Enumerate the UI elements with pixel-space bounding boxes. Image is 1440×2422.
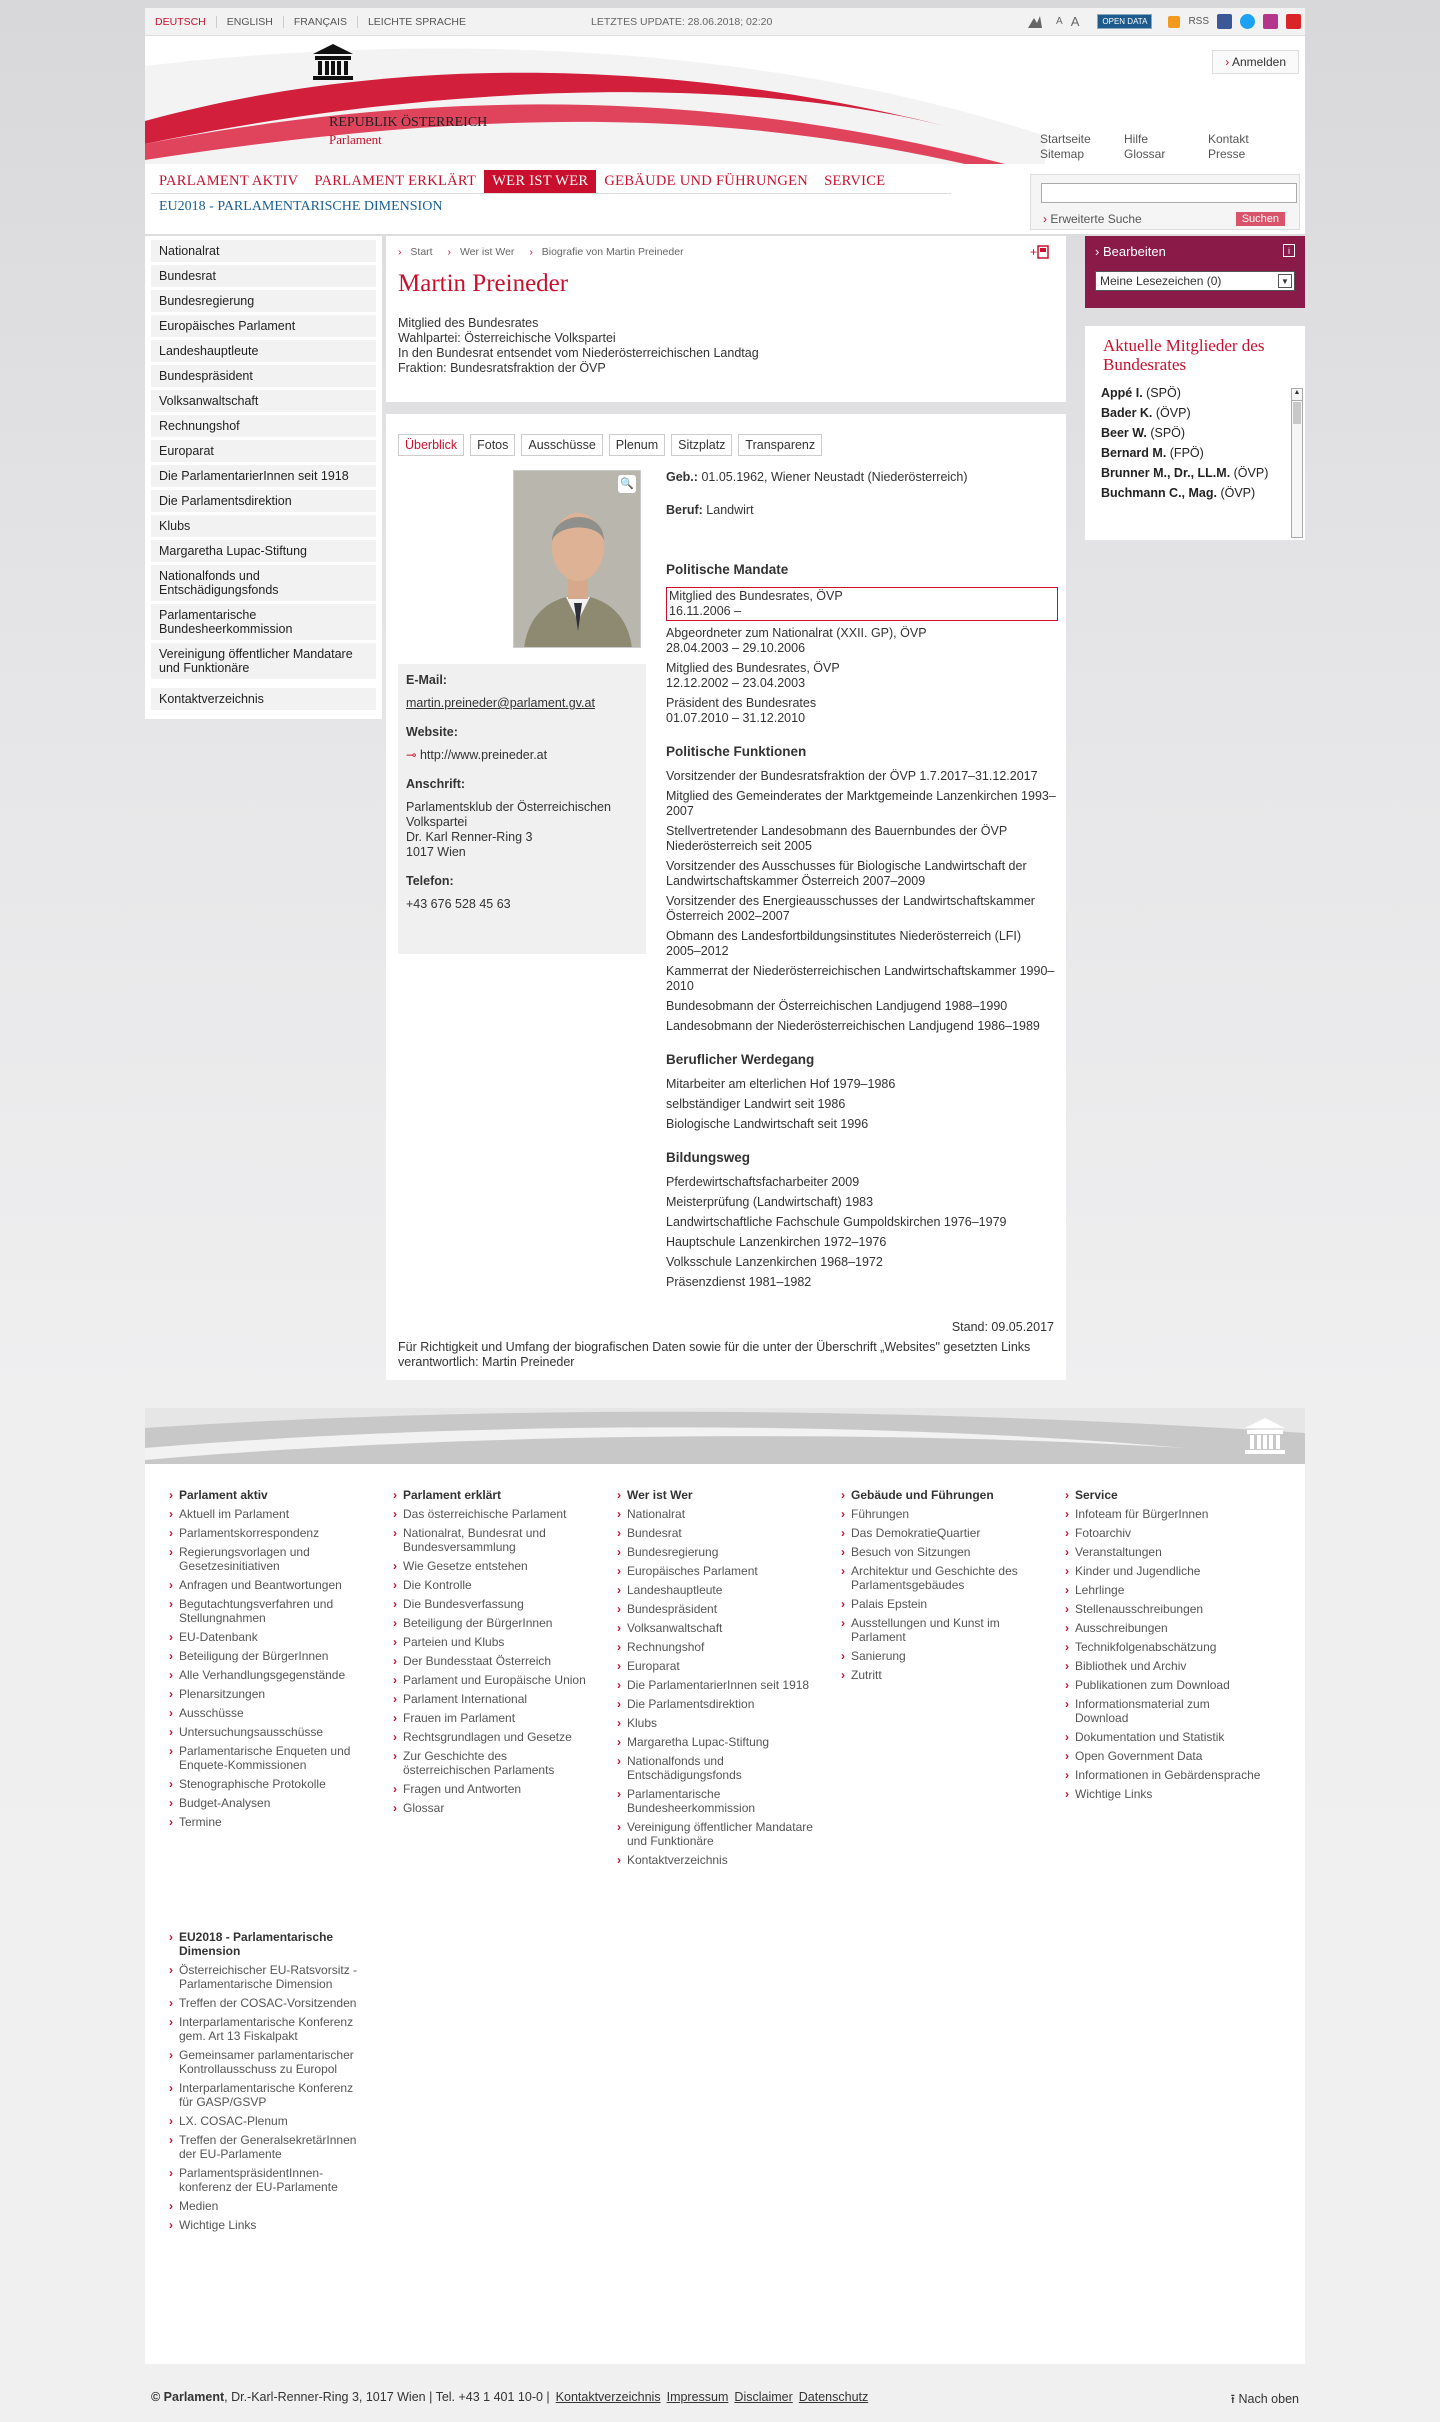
footer-col-wer-ist-wer	[615, 1488, 815, 1872]
footer-link[interactable]: › Klubs	[615, 1716, 815, 1730]
function-item: Landesobmann der Niederösterreichischen Landjugend 1986–1989	[666, 1019, 1040, 1033]
footer-link[interactable]: › Lehrlinge	[1063, 1583, 1263, 1597]
function-item: Vorsitzender des Energieausschusses der Landwirtschaftskammer Österreich 2002–2007	[666, 894, 1035, 923]
footer-link[interactable]: › Nationalfonds und Entschädigungsfonds	[615, 1754, 815, 1782]
sidebar-item[interactable]: Bundespräsident	[151, 365, 376, 387]
portrait-illustration	[514, 471, 641, 648]
footer-link[interactable]: › Ausschüsse	[167, 1706, 367, 1720]
function-item: Stellvertretender Landesobmann des Bauernbundes der ÖVP Niederösterreich seit 2005	[666, 824, 1007, 853]
fact-line: Fraktion: Bundesratsfraktion der ÖVP	[398, 361, 606, 375]
email-label: E-Mail:	[406, 673, 447, 687]
sidebar-item[interactable]: Bundesregierung	[151, 290, 376, 312]
footer-link[interactable]: › Ausschreibungen	[1063, 1621, 1263, 1635]
bio-detail	[386, 414, 1066, 1380]
edit-header	[1095, 244, 1295, 259]
footer-address	[151, 2390, 550, 2406]
footer-link[interactable]: › Das DemokratieQuartier	[839, 1526, 1039, 1540]
mandate-item	[666, 661, 1058, 691]
footer-link[interactable]: › Palais Epstein	[839, 1597, 1039, 1611]
footer-link[interactable]: › Bundesrat	[615, 1526, 815, 1540]
contact-box	[398, 664, 646, 954]
member-name: Buchmann C., Mag.	[1101, 486, 1217, 500]
rss-icon[interactable]	[1168, 16, 1180, 28]
education-item: Präsenzdienst 1981–1982	[666, 1275, 812, 1289]
footer-link[interactable]: › Führungen	[839, 1507, 1039, 1521]
footer-link[interactable]: › Untersuchungsausschüsse	[167, 1725, 367, 1739]
function-item: Bundesobmann der Österreichischen Landjugend 1988–1990	[666, 999, 1008, 1013]
breadcrumb-label: Biografie von Martin Preineder	[541, 246, 684, 258]
mandate-period: 12.12.2002 – 23.04.2003	[666, 676, 806, 690]
footer-link[interactable]: › Dokumentation und Statistik	[1063, 1730, 1263, 1744]
footer-link[interactable]: › Begutachtungsverfahren und Stellungnahmen	[167, 1597, 367, 1625]
header	[145, 36, 1305, 164]
section-heading: Politische Funktionen	[666, 744, 807, 759]
function-item: Vorsitzender der Bundesratsfraktion der ÖVP 1.7.2017–31.12.2017	[666, 769, 1038, 783]
quick-link-hilfe[interactable]: Hilfe	[1124, 132, 1149, 146]
email-link[interactable]: martin.preineder@parlament.gv.at	[406, 696, 595, 710]
parliament-building-icon	[1237, 1416, 1293, 1456]
career-item: selbständiger Landwirt seit 1986	[666, 1097, 846, 1111]
footer-link[interactable]: › Glossar	[391, 1801, 591, 1815]
portrait-photo[interactable]	[513, 470, 641, 648]
footer-link[interactable]: › Stenographische Protokolle	[167, 1777, 367, 1791]
members-scrollbar[interactable]	[1291, 388, 1303, 538]
nav-divider	[151, 193, 951, 194]
footer-link[interactable]: › Frauen im Parlament	[391, 1711, 591, 1725]
tab-bar	[398, 434, 1054, 456]
font-large-button[interactable]: A	[1070, 14, 1080, 29]
footer-link[interactable]: › Die Parlamentsdirektion	[615, 1697, 815, 1711]
footer-link[interactable]: › Medien	[167, 2199, 367, 2213]
footer-link[interactable]: › Bibliothek und Archiv	[1063, 1659, 1263, 1673]
breadcrumb	[398, 246, 1054, 258]
address	[406, 800, 638, 860]
tab-transparenz[interactable]: Transparenz	[738, 434, 822, 456]
website-link[interactable]	[406, 748, 638, 763]
mandate-title: Präsident des Bundesrates	[666, 696, 817, 710]
mandate-period: 01.07.2010 – 31.12.2010	[666, 711, 806, 725]
footer-link[interactable]: › Wie Gesetze entstehen	[391, 1559, 591, 1573]
footer-link[interactable]: › Nationalrat	[615, 1507, 815, 1521]
website-label: Website:	[406, 725, 458, 739]
footer-link[interactable]: › Bundespräsident	[615, 1602, 815, 1616]
footer-link[interactable]: › Österreichischer EU-Ratsvorsitz - Parlamentarische Dimension	[167, 1963, 367, 1991]
footer-links	[145, 1464, 1305, 2364]
footer-link[interactable]: › Beteiligung der BürgerInnen	[167, 1649, 367, 1663]
address-text: , Dr.-Karl-Renner-Ring 3, 1017 Wien | Tel. +43 1 401 10-0 |	[224, 2390, 550, 2404]
member-item[interactable]	[1101, 386, 1297, 401]
tab-fotos[interactable]: Fotos	[470, 434, 515, 456]
member-name: Bader K.	[1101, 406, 1153, 420]
birth-info	[666, 470, 1058, 485]
address-line: Dr. Karl Renner-Ring 3	[406, 830, 533, 844]
footer-link[interactable]: › Parlament International	[391, 1692, 591, 1706]
logo-subtitle: Parlament	[329, 132, 382, 147]
sidebar-item[interactable]: Die ParlamentarierInnen seit 1918	[151, 465, 376, 487]
bookmarks-select[interactable]	[1095, 271, 1295, 291]
footer-link[interactable]: › Parlamentarische Bundesheerkommission	[615, 1787, 815, 1815]
footer-link[interactable]: › Treffen der GeneralsekretärInnen der EU-Parlamente	[167, 2133, 367, 2161]
footer-link[interactable]: › Landeshauptleute	[615, 1583, 815, 1597]
breadcrumb-item	[529, 246, 689, 258]
chevron-down-icon: ▼	[1278, 274, 1292, 288]
footer-link[interactable]: › Interparlamentarische Konferenz für GASP/GSVP	[167, 2081, 367, 2109]
left-sidebar	[145, 236, 382, 719]
quick-link-sitemap[interactable]: Sitemap	[1040, 147, 1085, 161]
member-name: Beer W.	[1101, 426, 1147, 440]
website-url: http://www.preineder.at	[419, 748, 548, 762]
footer-link[interactable]: › Fragen und Antworten	[391, 1782, 591, 1796]
quick-link-startseite[interactable]: Startseite	[1040, 132, 1091, 146]
nav-parlament-aktiv[interactable]: PARLAMENT AKTIV	[159, 173, 299, 189]
login-label: Anmelden	[1231, 55, 1286, 69]
sidebar-item[interactable]: Nationalfonds und Entschädigungsfonds	[151, 565, 376, 601]
sidebar-item[interactable]: Rechnungshof	[151, 415, 376, 437]
footer-col-parlament-aktiv	[167, 1488, 367, 1834]
rss-label[interactable]: RSS	[1188, 16, 1209, 27]
footer-link[interactable]: › Informationen in Gebärdensprache	[1063, 1768, 1263, 1782]
footer-link-kontaktverzeichnis[interactable]: Kontaktverzeichnis	[555, 2390, 661, 2404]
mandate-period: 16.11.2006 –	[669, 604, 742, 618]
footer-link[interactable]: › Vereinigung öffentlicher Mandatare und Funktionäre	[615, 1820, 815, 1848]
sidebar-item[interactable]: Klubs	[151, 515, 376, 537]
disclaimer-text: Für Richtigkeit und Umfang der biografischen Daten sowie für die unter der Überschrift „Websites" gesetzten Links verantwortlich: Martin Preineder	[398, 1340, 1031, 1369]
nav-service[interactable]: SERVICE	[824, 173, 886, 189]
chevron-right-icon: ›	[398, 246, 405, 258]
edit-label: Bearbeiten	[1102, 244, 1166, 259]
fact-line: Mitglied des Bundesrates	[398, 316, 539, 330]
footer-link[interactable]: › Europäisches Parlament	[615, 1564, 815, 1578]
function-item: Obmann des Landesfortbildungsinstitutes Niederösterreich (LFI) 2005–2012	[666, 929, 1022, 958]
footer-link[interactable]: › Kinder und Jugendliche	[1063, 1564, 1263, 1578]
nav-gebaeude[interactable]: GEBÄUDE UND FÜHRUNGEN	[604, 173, 809, 189]
mandate-title: Mitglied des Bundesrates, ÖVP	[666, 661, 840, 675]
job-label: Beruf:	[666, 503, 703, 517]
breadcrumb-item[interactable]	[448, 246, 521, 258]
page-title: Martin Preineder	[398, 270, 569, 297]
member-party: (SPÖ)	[1142, 386, 1181, 400]
lang-easy[interactable]: LEICHTE SPRACHE	[367, 15, 466, 28]
footer-link[interactable]: › Rechnungshof	[615, 1640, 815, 1654]
footer-link[interactable]: › Parlamentskorrespondenz	[167, 1526, 367, 1540]
facebook-icon[interactable]	[1217, 14, 1232, 29]
footer-col-service	[1063, 1488, 1263, 1806]
footer-link[interactable]: › Open Government Data	[1063, 1749, 1263, 1763]
footer-link[interactable]: › Sanierung	[839, 1649, 1039, 1663]
education-item: Hauptschule Lanzenkirchen 1972–1976	[666, 1235, 887, 1249]
mandate-item	[666, 587, 1058, 621]
chevron-right-icon: ›	[529, 246, 536, 258]
open-data-link[interactable]: OPEN DATA	[1097, 14, 1152, 29]
quick-link-presse[interactable]: Presse	[1208, 147, 1246, 161]
footer-link[interactable]: › Budget-Analysen	[167, 1796, 367, 1810]
footer-col-eu2018	[167, 1930, 367, 2237]
member-item[interactable]	[1101, 426, 1297, 441]
back-to-top-button[interactable]	[1231, 2390, 1299, 2406]
sidebar-item[interactable]: Europarat	[151, 440, 376, 462]
function-item: Mitglied des Gemeinderates der Marktgemeinde Lanzenkirchen 1993–2007	[666, 789, 1056, 818]
education-item: Landwirtschaftliche Fachschule Gumpoldskirchen 1976–1979	[666, 1215, 1007, 1229]
footer-link[interactable]: › Informationsmaterial zum Download	[1063, 1697, 1263, 1725]
phone-number: +43 676 528 45 63	[406, 897, 511, 911]
education-item: Volksschule Lanzenkirchen 1968–1972	[666, 1255, 883, 1269]
mandate-period: 28.04.2003 – 29.10.2006	[666, 641, 806, 655]
member-name: Appé I.	[1101, 386, 1143, 400]
footer-link[interactable]: › Anfragen und Beantwortungen	[167, 1578, 367, 1592]
nav-eu2018[interactable]: EU2018 - PARLAMENTARISCHE DIMENSION	[159, 199, 443, 214]
mandate-item	[666, 696, 1058, 726]
quick-link-glossar[interactable]: Glossar	[1124, 147, 1166, 161]
footer-swoosh	[145, 1408, 1305, 1464]
member-party: (ÖVP)	[1152, 406, 1191, 420]
footer-link[interactable]: › Kontaktverzeichnis	[615, 1853, 815, 1867]
breadcrumb-item[interactable]	[398, 246, 439, 258]
footer-link[interactable]: › Treffen der COSAC-Vorsitzenden	[167, 1996, 367, 2010]
footer-link-impressum[interactable]: Impressum	[666, 2390, 729, 2404]
footer-link[interactable]: › Regierungsvorlagen und Gesetzesinitiativen	[167, 1545, 367, 1573]
search-button[interactable]: Suchen	[1236, 212, 1285, 226]
footer-link[interactable]: › Alle Verhandlungsgegenstände	[167, 1668, 367, 1682]
education-item: Meisterprüfung (Landwirtschaft) 1983	[666, 1195, 874, 1209]
section-heading: Politische Mandate	[666, 562, 789, 577]
birth-value: 01.05.1962, Wiener Neustadt (Niederösterreich)	[701, 470, 968, 484]
address-label: Anschrift:	[406, 777, 466, 791]
sidebar-item[interactable]: Kontaktverzeichnis	[151, 688, 376, 710]
chevron-right-icon: ›	[1043, 212, 1047, 226]
footer-link[interactable]: › Die Bundesverfassung	[391, 1597, 591, 1611]
top-bar	[145, 8, 1305, 36]
member-item[interactable]	[1101, 466, 1297, 481]
footer-link[interactable]: › Bundesregierung	[615, 1545, 815, 1559]
tab-ueberblick[interactable]: Überblick	[398, 434, 464, 456]
footer-col-title[interactable]: › EU2018 - Parlamentarische Dimension	[167, 1930, 367, 1958]
address-line: 1017 Wien	[406, 845, 466, 859]
nav-parlament-erklaert[interactable]: PARLAMENT ERKLÄRT	[314, 173, 477, 189]
footer-link[interactable]: › Infoteam für BürgerInnen	[1063, 1507, 1263, 1521]
bookmark-add-icon[interactable]	[1030, 244, 1052, 260]
info-icon[interactable]: i	[1283, 244, 1295, 257]
footer-link[interactable]: › Rechtsgrundlagen und Gesetze	[391, 1730, 591, 1744]
job-value: Landwirt	[706, 503, 754, 517]
bio-details	[666, 470, 1058, 1295]
edit-title[interactable]	[1095, 244, 1166, 259]
member-item[interactable]	[1101, 406, 1297, 421]
last-updated: Stand: 09.05.2017	[951, 1320, 1054, 1334]
quick-link-kontakt[interactable]: Kontakt	[1208, 132, 1249, 146]
mandate-item	[666, 626, 1058, 656]
bio-facts	[398, 316, 1054, 376]
footer-link[interactable]: › Veranstaltungen	[1063, 1545, 1263, 1559]
member-name: Brunner M., Dr., LL.M.	[1101, 466, 1231, 480]
lang-en[interactable]: ENGLISH	[217, 16, 284, 28]
copyright: © Parlament	[151, 2390, 225, 2404]
external-link-icon: ⊸	[406, 748, 420, 762]
footer-link[interactable]: › Publikationen zum Download	[1063, 1678, 1263, 1692]
sidebar-item[interactable]: Landeshauptleute	[151, 340, 376, 362]
search-box	[1030, 174, 1300, 230]
quick-links	[1040, 132, 1278, 161]
footer-link[interactable]: › Ausstellungen und Kunst im Parlament	[839, 1616, 1039, 1644]
sidebar-item[interactable]: Parlamentarische Bundesheerkommission	[151, 604, 376, 640]
footer-link[interactable]: › Termine	[167, 1815, 367, 1829]
zoom-icon[interactable]: 🔍	[618, 475, 636, 493]
footer-link[interactable]: › LX. COSAC-Plenum	[167, 2114, 367, 2128]
footer-link[interactable]: › Nationalrat, Bundesrat und Bundesversammlung	[391, 1526, 591, 1554]
footer-link[interactable]: › ParlamentspräsidentInnen-konferenz der EU-Parlamente	[167, 2166, 367, 2194]
footer-link[interactable]: › Das österreichische Parlament	[391, 1507, 591, 1521]
footer-link[interactable]: › Wichtige Links	[167, 2218, 367, 2232]
section-heading: Bildungsweg	[666, 1150, 750, 1165]
sidebar-item[interactable]: Bundesrat	[151, 265, 376, 287]
lang-de[interactable]: DEUTSCH	[145, 16, 217, 28]
back-to-top-label: Nach oben	[1238, 2392, 1299, 2406]
sidebar-item[interactable]: Europäisches Parlament	[151, 315, 376, 337]
footer-link[interactable]: › Interparlamentarische Konferenz gem. Art 13 Fiskalpakt	[167, 2015, 367, 2043]
footer-link-disclaimer[interactable]: Disclaimer	[734, 2390, 793, 2404]
footer-link[interactable]: › Aktuell im Parlament	[167, 1507, 367, 1521]
twitter-icon[interactable]	[1240, 14, 1255, 29]
logo-title: REPUBLIK ÖSTERREICH	[329, 115, 488, 130]
address-line: Parlamentsklub der Österreichischen Volkspartei	[406, 800, 611, 829]
footer-link[interactable]: › Zur Geschichte des österreichischen Parlaments	[391, 1749, 591, 1777]
phone-label: Telefon:	[406, 874, 454, 888]
footer-col-title[interactable]: › Gebäude und Führungen	[839, 1488, 1039, 1502]
sidebar-item[interactable]: Margaretha Lupac-Stiftung	[151, 540, 376, 562]
footer-link[interactable]: › Der Bundesstaat Österreich	[391, 1654, 591, 1668]
function-item: Kammerrat der Niederösterreichischen Landwirtschaftskammer 1990–2010	[666, 964, 1055, 993]
footer-col-title[interactable]: › Parlament erklärt	[391, 1488, 591, 1502]
font-small-button[interactable]: A	[1056, 16, 1063, 27]
footer-link[interactable]: › Plenarsitzungen	[167, 1687, 367, 1701]
footer-header	[145, 1408, 1305, 1464]
footer-link[interactable]: › Parlamentarische Enqueten und Enquete-Kommissionen	[167, 1744, 367, 1772]
members-box	[1085, 326, 1305, 540]
job-info	[666, 503, 1058, 518]
footer-col-gebaeude	[839, 1488, 1039, 1687]
tab-ausschuesse[interactable]: Ausschüsse	[521, 434, 602, 456]
arrow-up-icon: ⭱	[1230, 2392, 1239, 2406]
tab-sitzplatz[interactable]: Sitzplatz	[671, 434, 732, 456]
footer-col-title[interactable]: › Parlament aktiv	[167, 1488, 367, 1502]
bio-header	[386, 236, 1066, 402]
footer-link[interactable]: › Volksanwaltschaft	[615, 1621, 815, 1635]
advanced-search-link[interactable]	[1043, 212, 1142, 226]
footer-link[interactable]: › Die ParlamentarierInnen seit 1918	[615, 1678, 815, 1692]
footer-col-parlament-erklaert	[391, 1488, 591, 1820]
tab-plenum[interactable]: Plenum	[609, 434, 665, 456]
footer-link[interactable]: › Technikfolgenabschätzung	[1063, 1640, 1263, 1654]
member-party: (SPÖ)	[1146, 426, 1186, 440]
main-navigation	[145, 164, 1305, 234]
member-name: Bernard M.	[1101, 446, 1167, 460]
youtube-icon[interactable]	[1286, 14, 1301, 29]
footer-link[interactable]: › Margaretha Lupac-Stiftung	[615, 1735, 815, 1749]
chevron-right-icon: ›	[447, 246, 454, 258]
sidebar-item[interactable]: Volksanwaltschaft	[151, 390, 376, 412]
footer-link[interactable]: › Europarat	[615, 1659, 815, 1673]
footer-bar	[145, 2384, 1305, 2412]
footer-link[interactable]: › Wichtige Links	[1063, 1787, 1263, 1801]
edit-box	[1085, 236, 1305, 308]
nav-wer-ist-wer[interactable]: WER IST WER	[484, 170, 596, 193]
footer-col-title[interactable]: › Wer ist Wer	[615, 1488, 815, 1502]
member-party: (ÖVP)	[1216, 486, 1256, 500]
function-item: Vorsitzender des Ausschusses für Biologische Landwirtschaft der Landwirtschaftskammer Österreich 2007–2009	[666, 859, 1027, 888]
footer-link[interactable]: › Stellenausschreibungen	[1063, 1602, 1263, 1616]
bookmarks-value: Meine Lesezeichen (0)	[1100, 274, 1222, 288]
member-item[interactable]	[1101, 486, 1297, 501]
footer-link[interactable]: › Besuch von Sitzungen	[839, 1545, 1039, 1559]
member-item[interactable]	[1101, 446, 1297, 461]
fact-line: Wahlpartei: Österreichische Volkspartei	[398, 331, 616, 345]
career-item: Biologische Landwirtschaft seit 1996	[666, 1117, 869, 1131]
footer-link[interactable]: › Beteiligung der BürgerInnen	[391, 1616, 591, 1630]
footer-link[interactable]: › Fotoarchiv	[1063, 1526, 1263, 1540]
section-heading: Beruflicher Werdegang	[666, 1052, 815, 1067]
chevron-right-icon: ›	[1225, 55, 1230, 69]
login-button[interactable]	[1212, 50, 1299, 74]
footer-link[interactable]: › EU-Datenbank	[167, 1630, 367, 1644]
member-party: (FPÖ)	[1166, 446, 1204, 460]
parliament-building-icon	[309, 42, 357, 82]
member-party: (ÖVP)	[1230, 466, 1269, 480]
lang-fr[interactable]: FRANÇAIS	[284, 16, 358, 28]
last-update: LETZTES UPDATE: 28.06.2018; 02:20	[591, 15, 773, 28]
footer-col-title[interactable]: › Service	[1063, 1488, 1263, 1502]
search-input[interactable]	[1041, 183, 1297, 203]
footer-link[interactable]: › Zutritt	[839, 1668, 1039, 1682]
mandate-title: Abgeordneter zum Nationalrat (XXII. GP), ÖVP	[666, 626, 927, 640]
mandate-title: Mitglied des Bundesrates, ÖVP	[669, 589, 843, 603]
sidebar-item[interactable]: Nationalrat	[151, 240, 376, 262]
career-item: Mitarbeiter am elterlichen Hof 1979–1986	[666, 1077, 896, 1091]
breadcrumb-label: Start	[410, 246, 433, 258]
members-title: Aktuelle Mitglieder des Bundesrates	[1103, 336, 1265, 374]
svg-text:+: +	[1030, 245, 1038, 259]
advanced-search-label: Erweiterte Suche	[1050, 212, 1142, 226]
chevron-right-icon: ›	[1095, 244, 1103, 259]
footer-link[interactable]: › Parlament und Europäische Union	[391, 1673, 591, 1687]
fact-line: In den Bundesrat entsendet vom Niederösterreichischen Landtag	[398, 346, 759, 360]
scroll-thumb[interactable]	[1293, 402, 1301, 424]
scroll-up-icon[interactable]: ▲	[1292, 389, 1302, 401]
footer-link[interactable]: › Architektur und Geschichte des Parlamentsgebäudes	[839, 1564, 1039, 1592]
footer-link[interactable]: › Parteien und Klubs	[391, 1635, 591, 1649]
breadcrumb-label: Wer ist Wer	[459, 246, 515, 258]
sidebar-item[interactable]: Vereinigung öffentlicher Mandatare und Funktionäre	[151, 643, 376, 679]
sidebar-item[interactable]: Die Parlamentsdirektion	[151, 490, 376, 512]
instagram-icon[interactable]	[1263, 14, 1278, 29]
footer-link-datenschutz[interactable]: Datenschutz	[798, 2390, 869, 2404]
birth-label: Geb.:	[666, 470, 698, 484]
read-aloud-icon[interactable]	[1026, 14, 1048, 30]
education-item: Pferdewirtschaftsfacharbeiter 2009	[666, 1175, 860, 1189]
footer-link[interactable]: › Gemeinsamer parlamentarischer Kontrollausschuss zu Europol	[167, 2048, 367, 2076]
footer-link[interactable]: › Die Kontrolle	[391, 1578, 591, 1592]
